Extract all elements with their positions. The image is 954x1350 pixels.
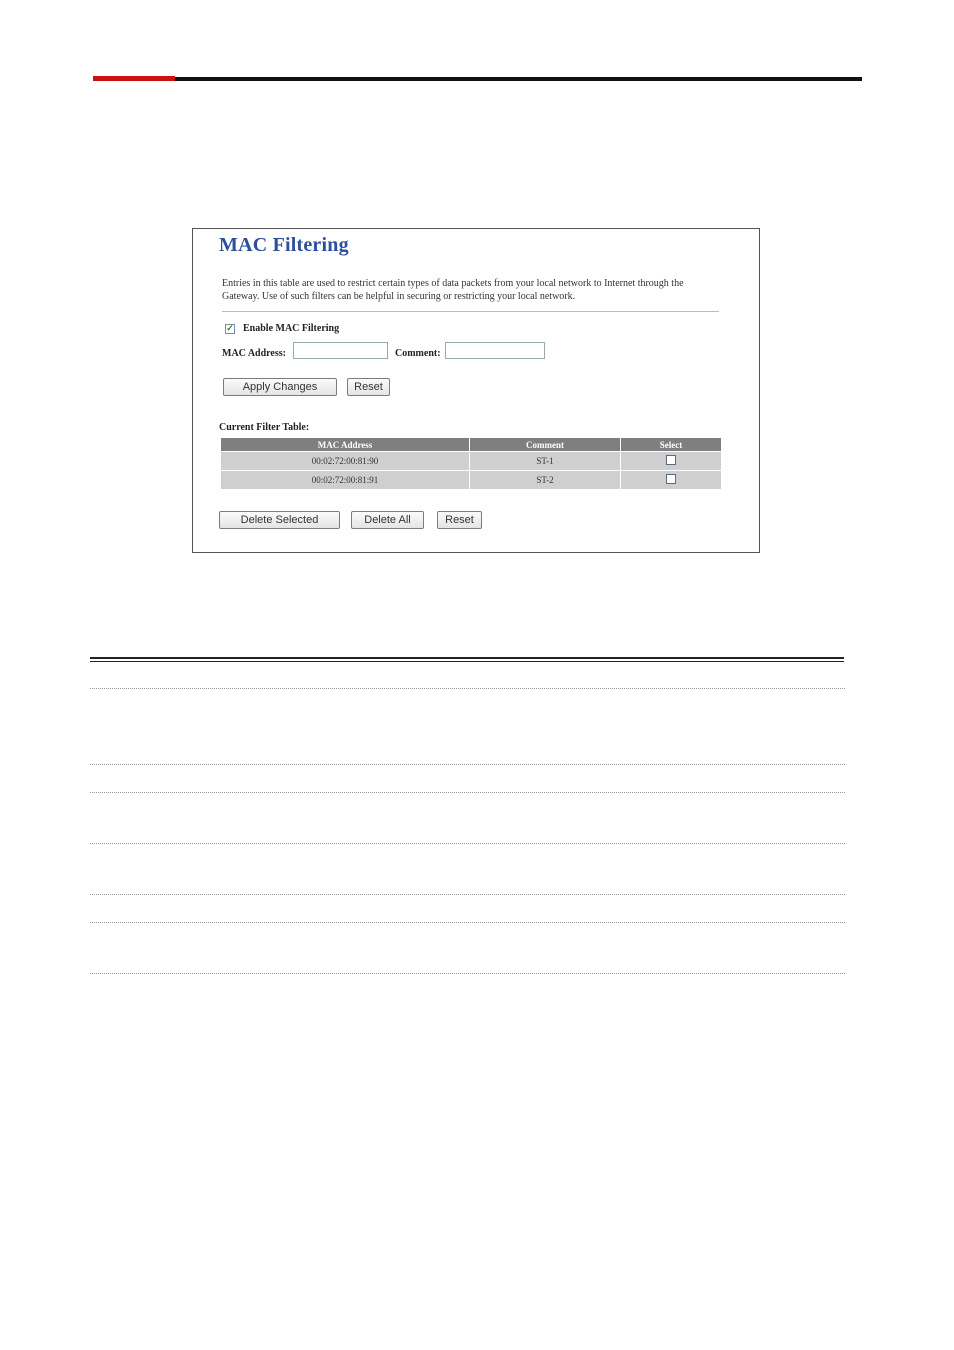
- header-rule: [175, 77, 862, 81]
- cell-comment: ST-1: [470, 452, 620, 470]
- table-reset-button[interactable]: Reset: [437, 511, 482, 529]
- row-select-checkbox[interactable]: [666, 474, 676, 484]
- delete-all-button[interactable]: Delete All: [351, 511, 424, 529]
- comment-label: Comment:: [395, 348, 441, 359]
- delete-selected-button[interactable]: Delete Selected: [219, 511, 340, 529]
- column-header-select: Select: [621, 438, 721, 451]
- table-row: [221, 452, 721, 470]
- cell-select: [621, 452, 721, 470]
- mac-address-input[interactable]: [293, 342, 388, 359]
- divider: [222, 311, 719, 312]
- enable-mac-filtering-checkbox[interactable]: ✓: [226, 323, 234, 333]
- row-divider: [90, 792, 845, 793]
- filter-table: [220, 437, 722, 490]
- table-top-rule-inner: [90, 661, 844, 662]
- page-title: MAC Filtering: [219, 234, 349, 256]
- enable-mac-filtering-label: Enable MAC Filtering: [243, 323, 340, 334]
- row-select-checkbox[interactable]: [666, 455, 676, 465]
- comment-input[interactable]: [445, 342, 545, 359]
- header-accent-bar: [93, 76, 175, 81]
- enable-mac-filtering-row[interactable]: [225, 323, 339, 334]
- row-divider: [90, 973, 845, 974]
- column-header-comment: Comment: [470, 438, 620, 451]
- table-header-row: [221, 438, 721, 451]
- row-divider: [90, 688, 845, 689]
- cell-select: [621, 471, 721, 489]
- row-divider: [90, 894, 845, 895]
- column-header-mac: MAC Address: [221, 438, 469, 451]
- cell-comment: ST-2: [470, 471, 620, 489]
- filter-table-caption: Current Filter Table:: [219, 422, 310, 433]
- mac-address-label: MAC Address:: [222, 348, 286, 359]
- apply-changes-button[interactable]: Apply Changes: [223, 378, 337, 396]
- row-divider: [90, 922, 845, 923]
- cell-mac: 00:02:72:00:81:90: [221, 452, 469, 470]
- table-top-rule: [90, 657, 844, 659]
- row-divider: [90, 843, 845, 844]
- page-description: Entries in this table are used to restrict certain types of data packets from your local network to Internet through the Gateway. Use of such filters can be helpful in securing or restricting your local network.: [222, 278, 684, 302]
- reset-button[interactable]: Reset: [347, 378, 390, 396]
- cell-mac: 00:02:72:00:81:91: [221, 471, 469, 489]
- mac-filtering-panel: [192, 228, 760, 553]
- table-row: [221, 471, 721, 489]
- row-divider: [90, 764, 845, 765]
